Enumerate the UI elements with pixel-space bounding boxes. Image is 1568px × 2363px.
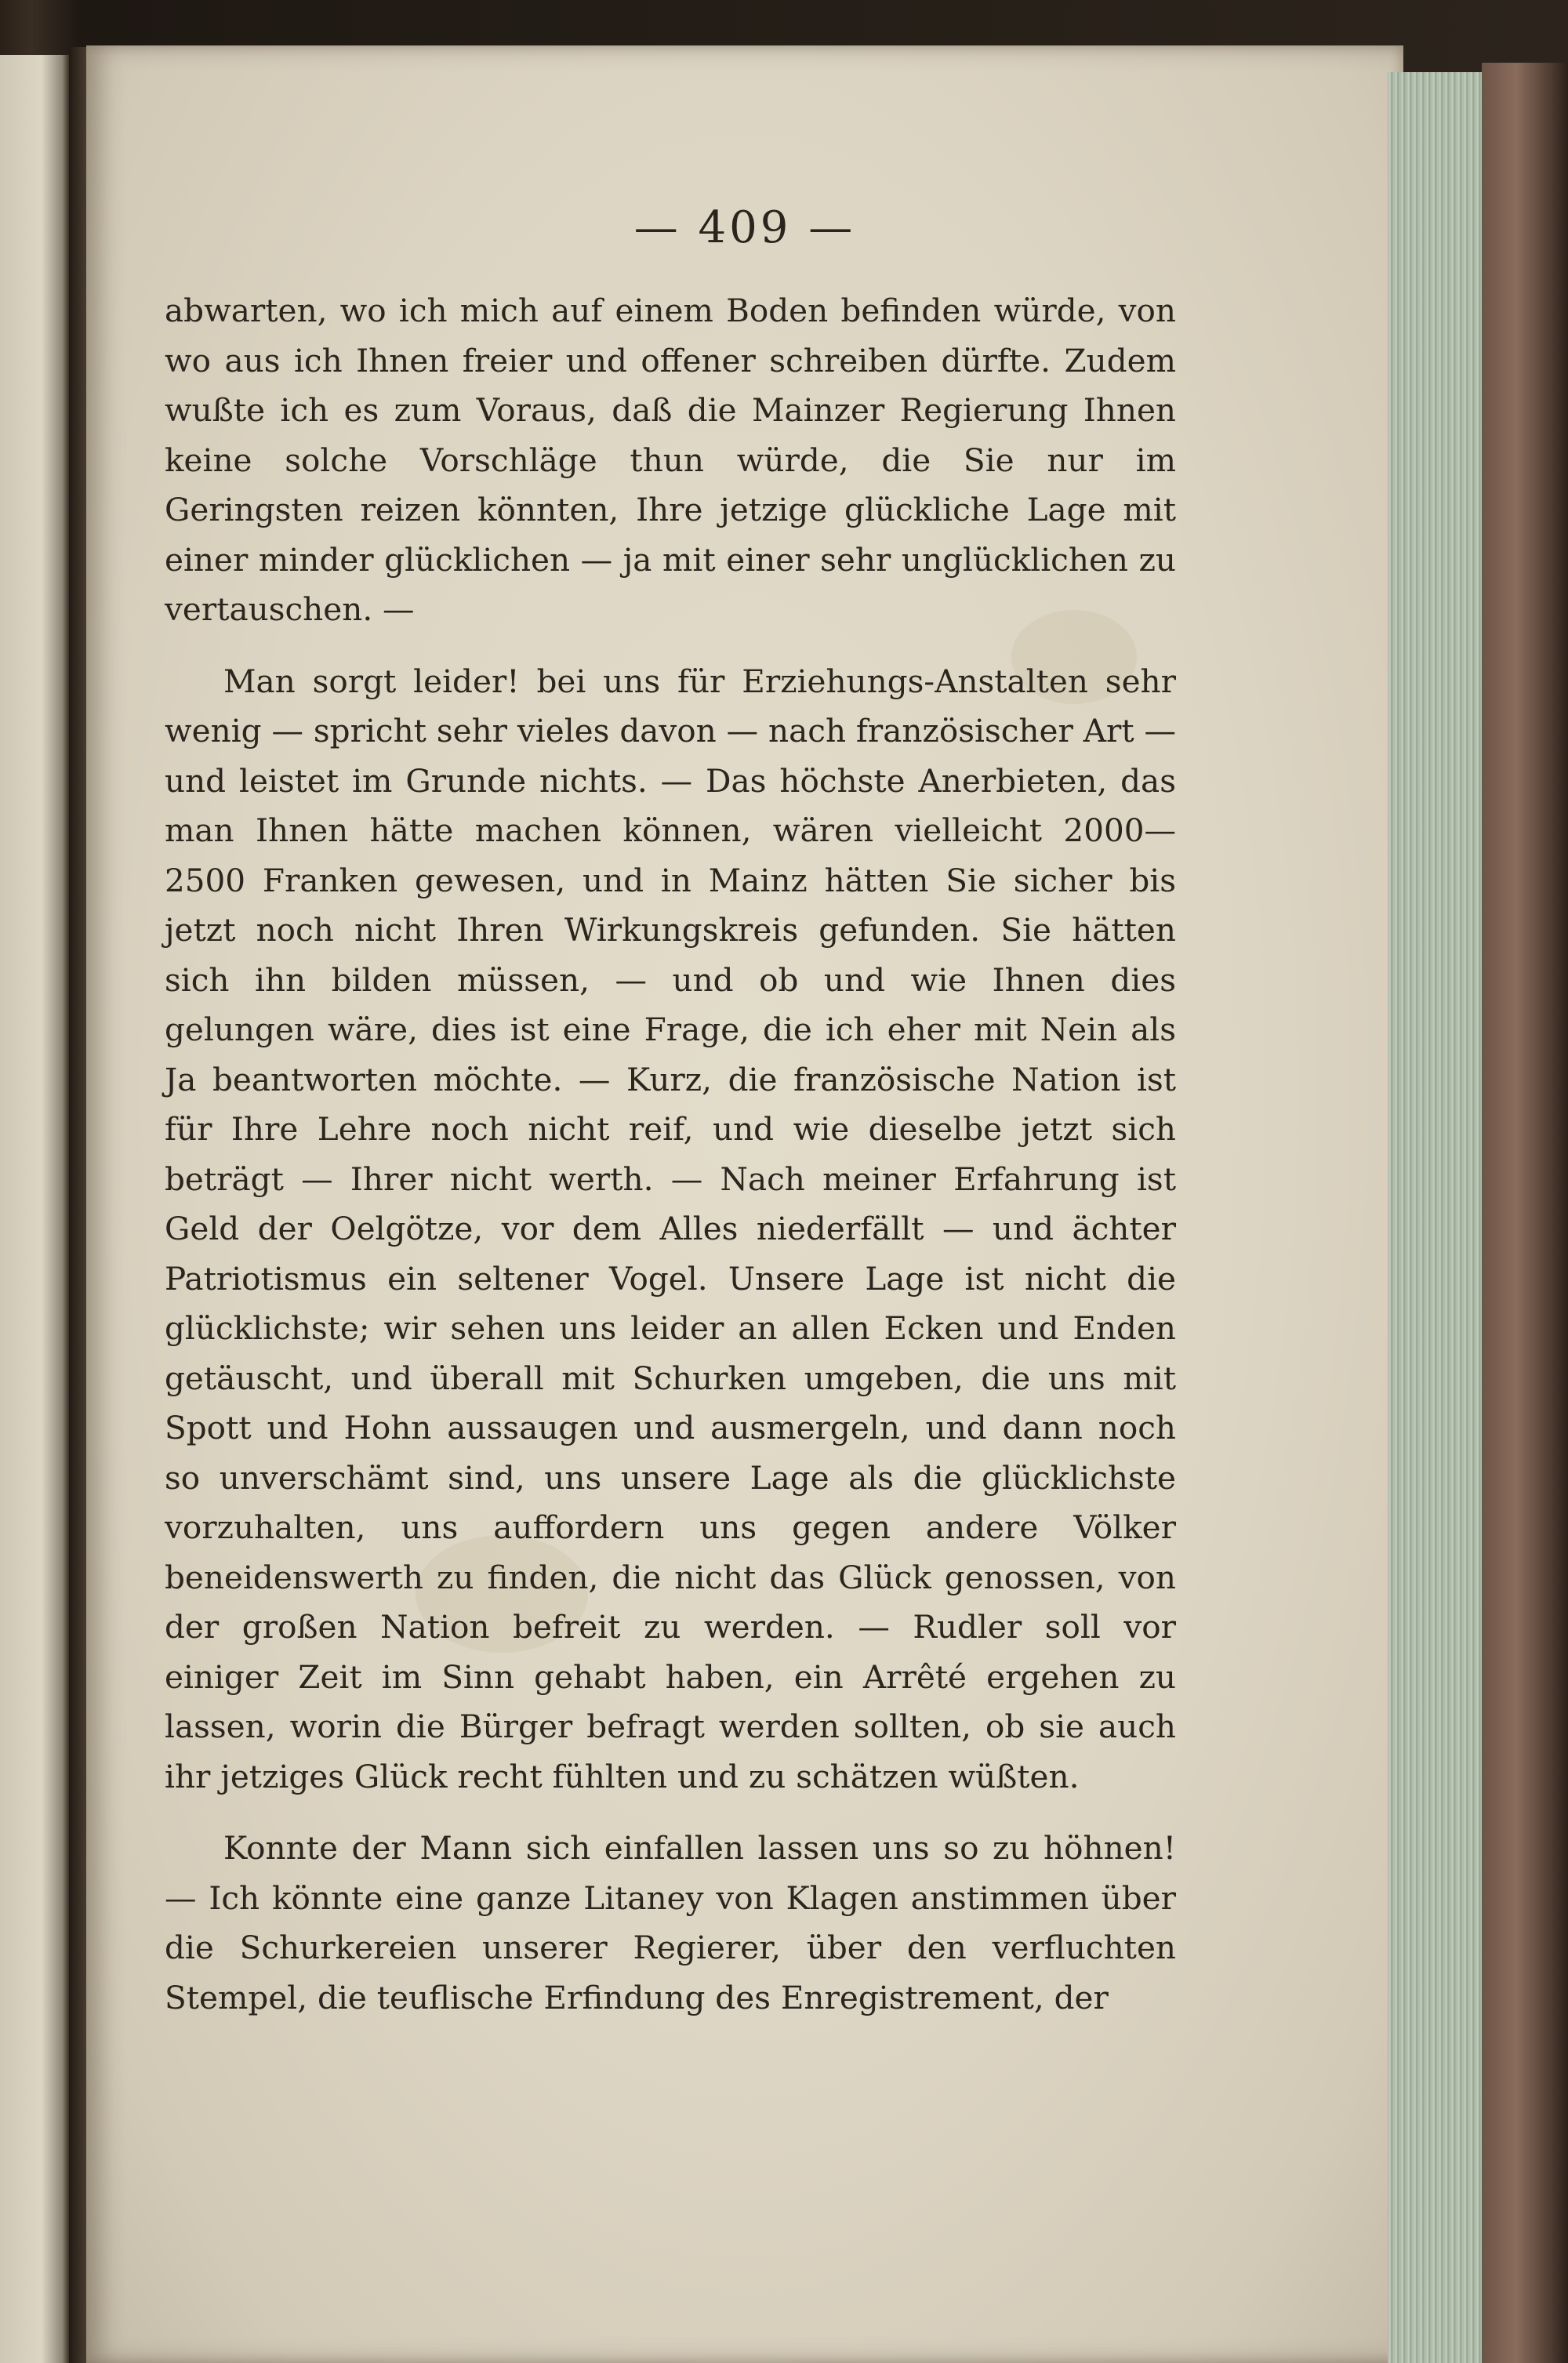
paragraph-2: Man sorgt leider! bei uns für Erziehungs-Anstalten sehr wenig — spricht sehr vieles davon — nach französischer Art — und leistet im Grunde nichts. — Das höchste Anerbieten, das man Ihnen hätte machen können, wären vielleicht 2000—2500 Franken gewesen, und in Mainz hätten Sie sicher bis jetzt noch nicht Ihren Wirkungskreis gefunden. Sie hätten sich ihn bilden müssen, — und ob und wie Ihnen dies gelungen wäre, dies ist eine Frage, die ich eher mit Nein als Ja beantworten möchte. — Kurz, die französische Nation ist für Ihre Lehre noch nicht reif, und wie dieselbe jetzt sich beträgt — Ihrer nicht werth. — Nach meiner Erfahrung ist Geld der Oelgötze, vor dem Alles niederfällt — und ächter Patriotismus ein seltener Vogel. Unsere Lage ist nicht die glücklichste; wir sehen uns leider an allen Ecken und Enden getäuscht, und überall mit Schurken umgeben, die uns mit Spott und Hohn aussaugen und ausmergeln, und dann noch so unverschämt sind, uns unsere Lage als die glücklichste vorzuhalten, uns auffordern uns gegen andere Völker beneidenswerth zu finden, die nicht das Glück genossen, von der großen Nation befreit zu werden. — Rudler soll vor einiger Zeit im Sinn gehabt haben, ein Arrêté ergehen zu lassen, worin die Bürger befragt werden sollten, ob sie auch ihr jetziges Glück recht fühlten und zu schätzen wüßten.: [165, 662, 1176, 1795]
page-number: — 409 —: [633, 202, 856, 253]
left-page-edge: [0, 55, 69, 2363]
body-text: [165, 286, 1176, 2023]
page-edges: [1388, 72, 1482, 2363]
cover-edge: [1482, 63, 1568, 2363]
paragraph-3: Konnte der Mann sich einfallen lassen uns so zu höhnen! — Ich könnte eine ganze Litaney von Klagen anstimmen über die Schurkereien unserer Regierer, über den verfluchten Stempel, die teuflische Erfindung des Enregistrement, der: [165, 1829, 1176, 2016]
paragraph-1: abwarten, wo ich mich auf einem Boden befinden würde, von wo aus ich Ihnen freier und offener schreiben dürfte. Zudem wußte ich es zum Voraus, daß die Mainzer Regierung Ihnen keine solche Vorschläge thun würde, die Sie nur im Geringsten reizen könnten, Ihre jetzige glückliche Lage mit einer minder glücklichen — ja mit einer sehr unglücklichen zu vertauschen. —: [165, 292, 1176, 628]
